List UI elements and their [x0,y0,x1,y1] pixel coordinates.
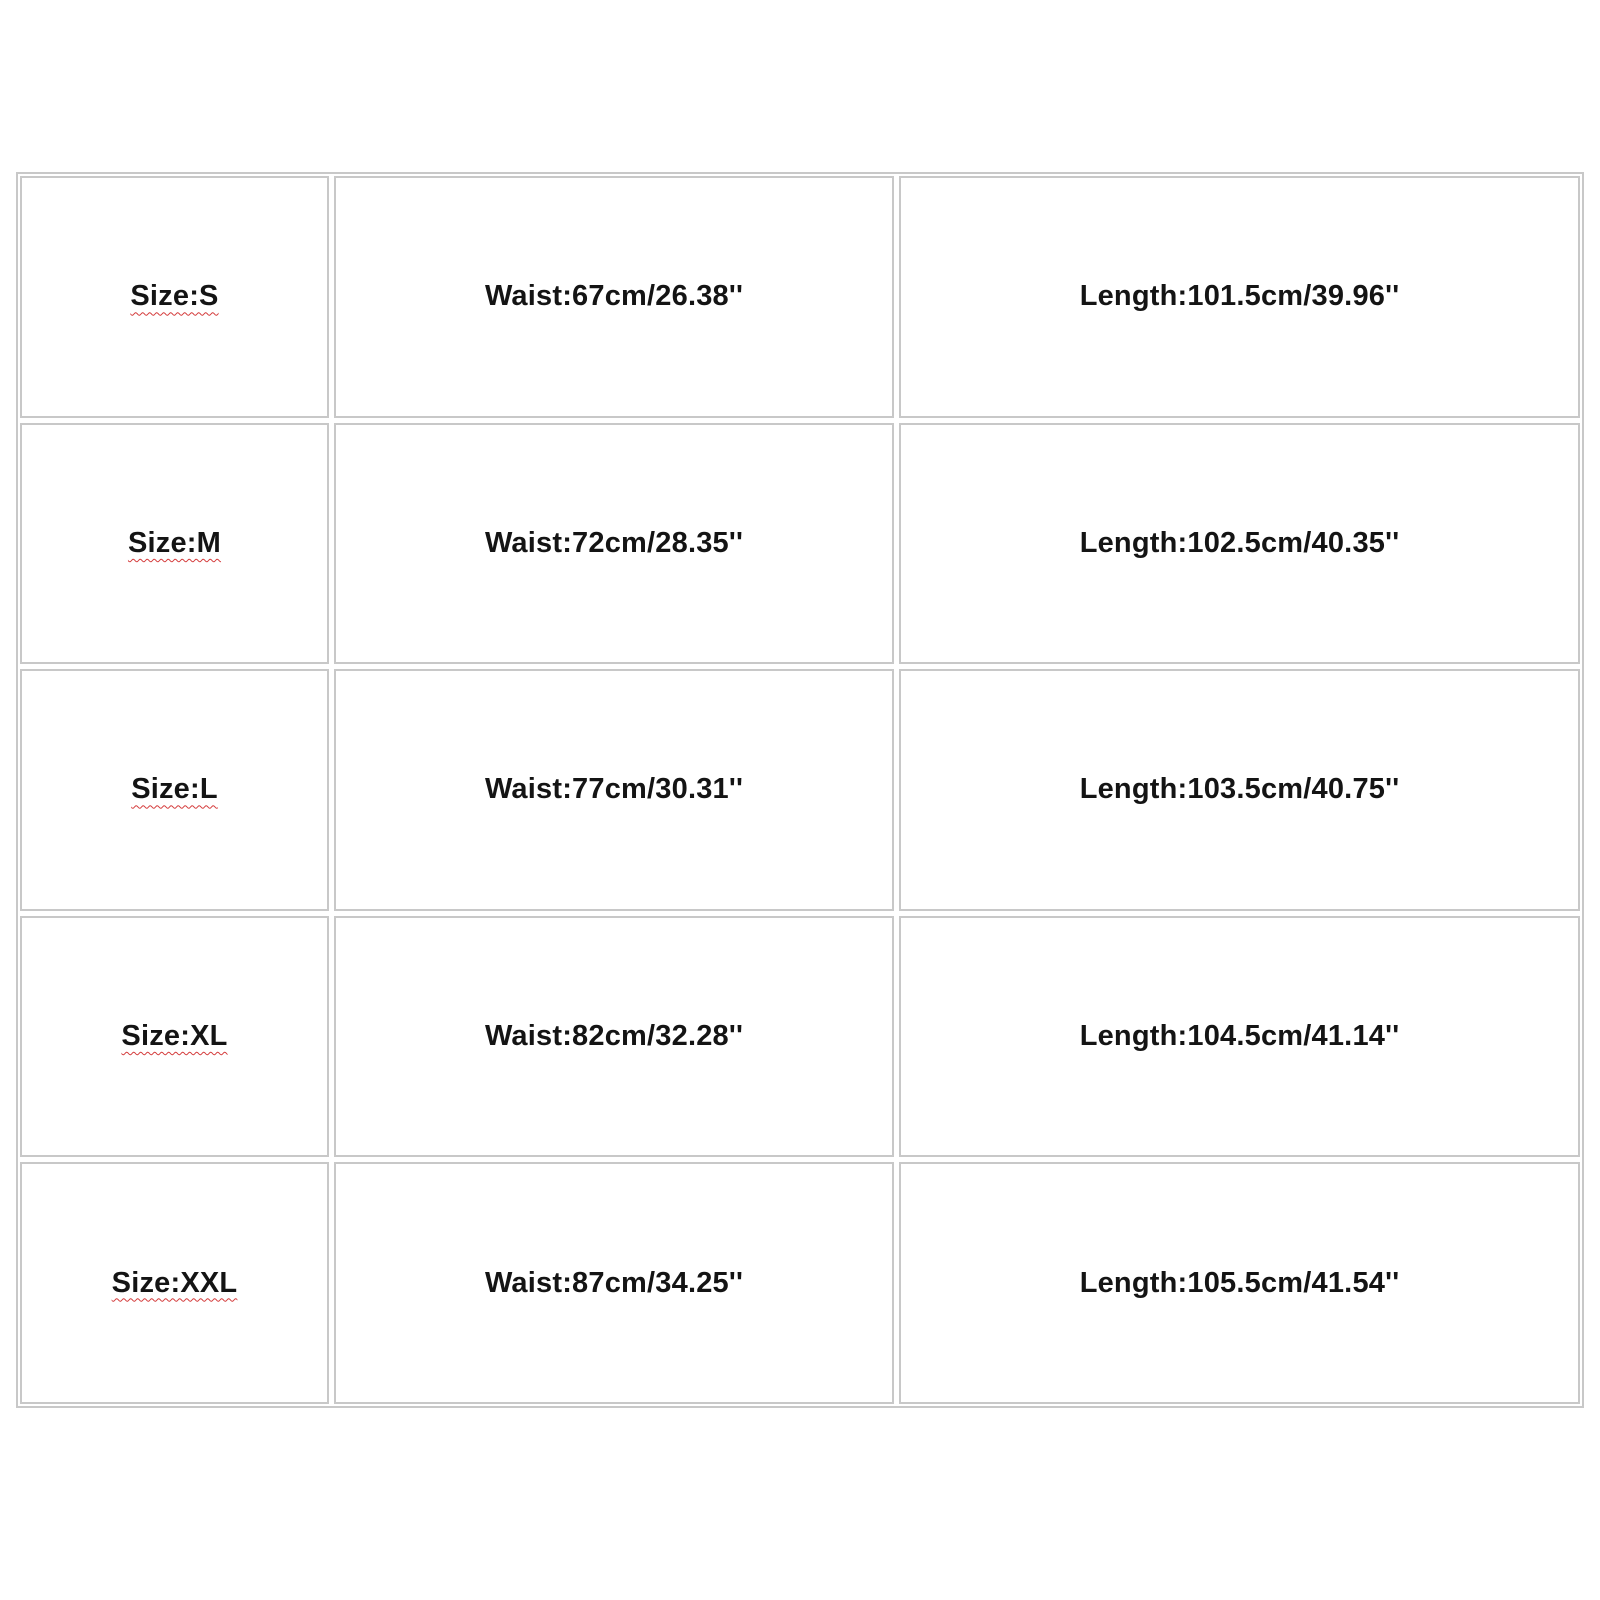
size-label: Size:XL [121,1020,228,1053]
length-measurement: Length:104.5cm/41.14'' [1079,1020,1400,1053]
length-cell [899,669,1580,911]
waist-measurement: Waist:82cm/32.28'' [484,1020,744,1053]
waist-measurement: Waist:77cm/30.31'' [484,773,744,806]
waist-measurement: Waist:67cm/26.38'' [484,280,744,313]
size-label: Size:S [130,280,219,313]
length-measurement: Length:105.5cm/41.54'' [1079,1266,1400,1299]
waist-measurement: Waist:72cm/28.35'' [484,526,744,559]
waist-cell [334,916,894,1158]
size-cell [20,176,329,418]
size-cell [20,423,329,665]
length-measurement: Length:102.5cm/40.35'' [1079,526,1400,559]
size-cell [20,1162,329,1404]
waist-measurement: Waist:87cm/34.25'' [484,1266,744,1299]
size-cell [20,669,329,911]
length-cell [899,916,1580,1158]
length-cell [899,1162,1580,1404]
size-label: Size:XXL [111,1266,238,1299]
waist-cell [334,423,894,665]
length-measurement: Length:101.5cm/39.96'' [1079,280,1400,313]
waist-cell [334,176,894,418]
size-label: Size:L [131,773,218,806]
length-measurement: Length:103.5cm/40.75'' [1079,773,1400,806]
size-label: Size:M [127,526,222,559]
size-chart-table [16,172,1584,1408]
waist-cell [334,669,894,911]
size-cell [20,916,329,1158]
length-cell [899,423,1580,665]
waist-cell [334,1162,894,1404]
length-cell [899,176,1580,418]
